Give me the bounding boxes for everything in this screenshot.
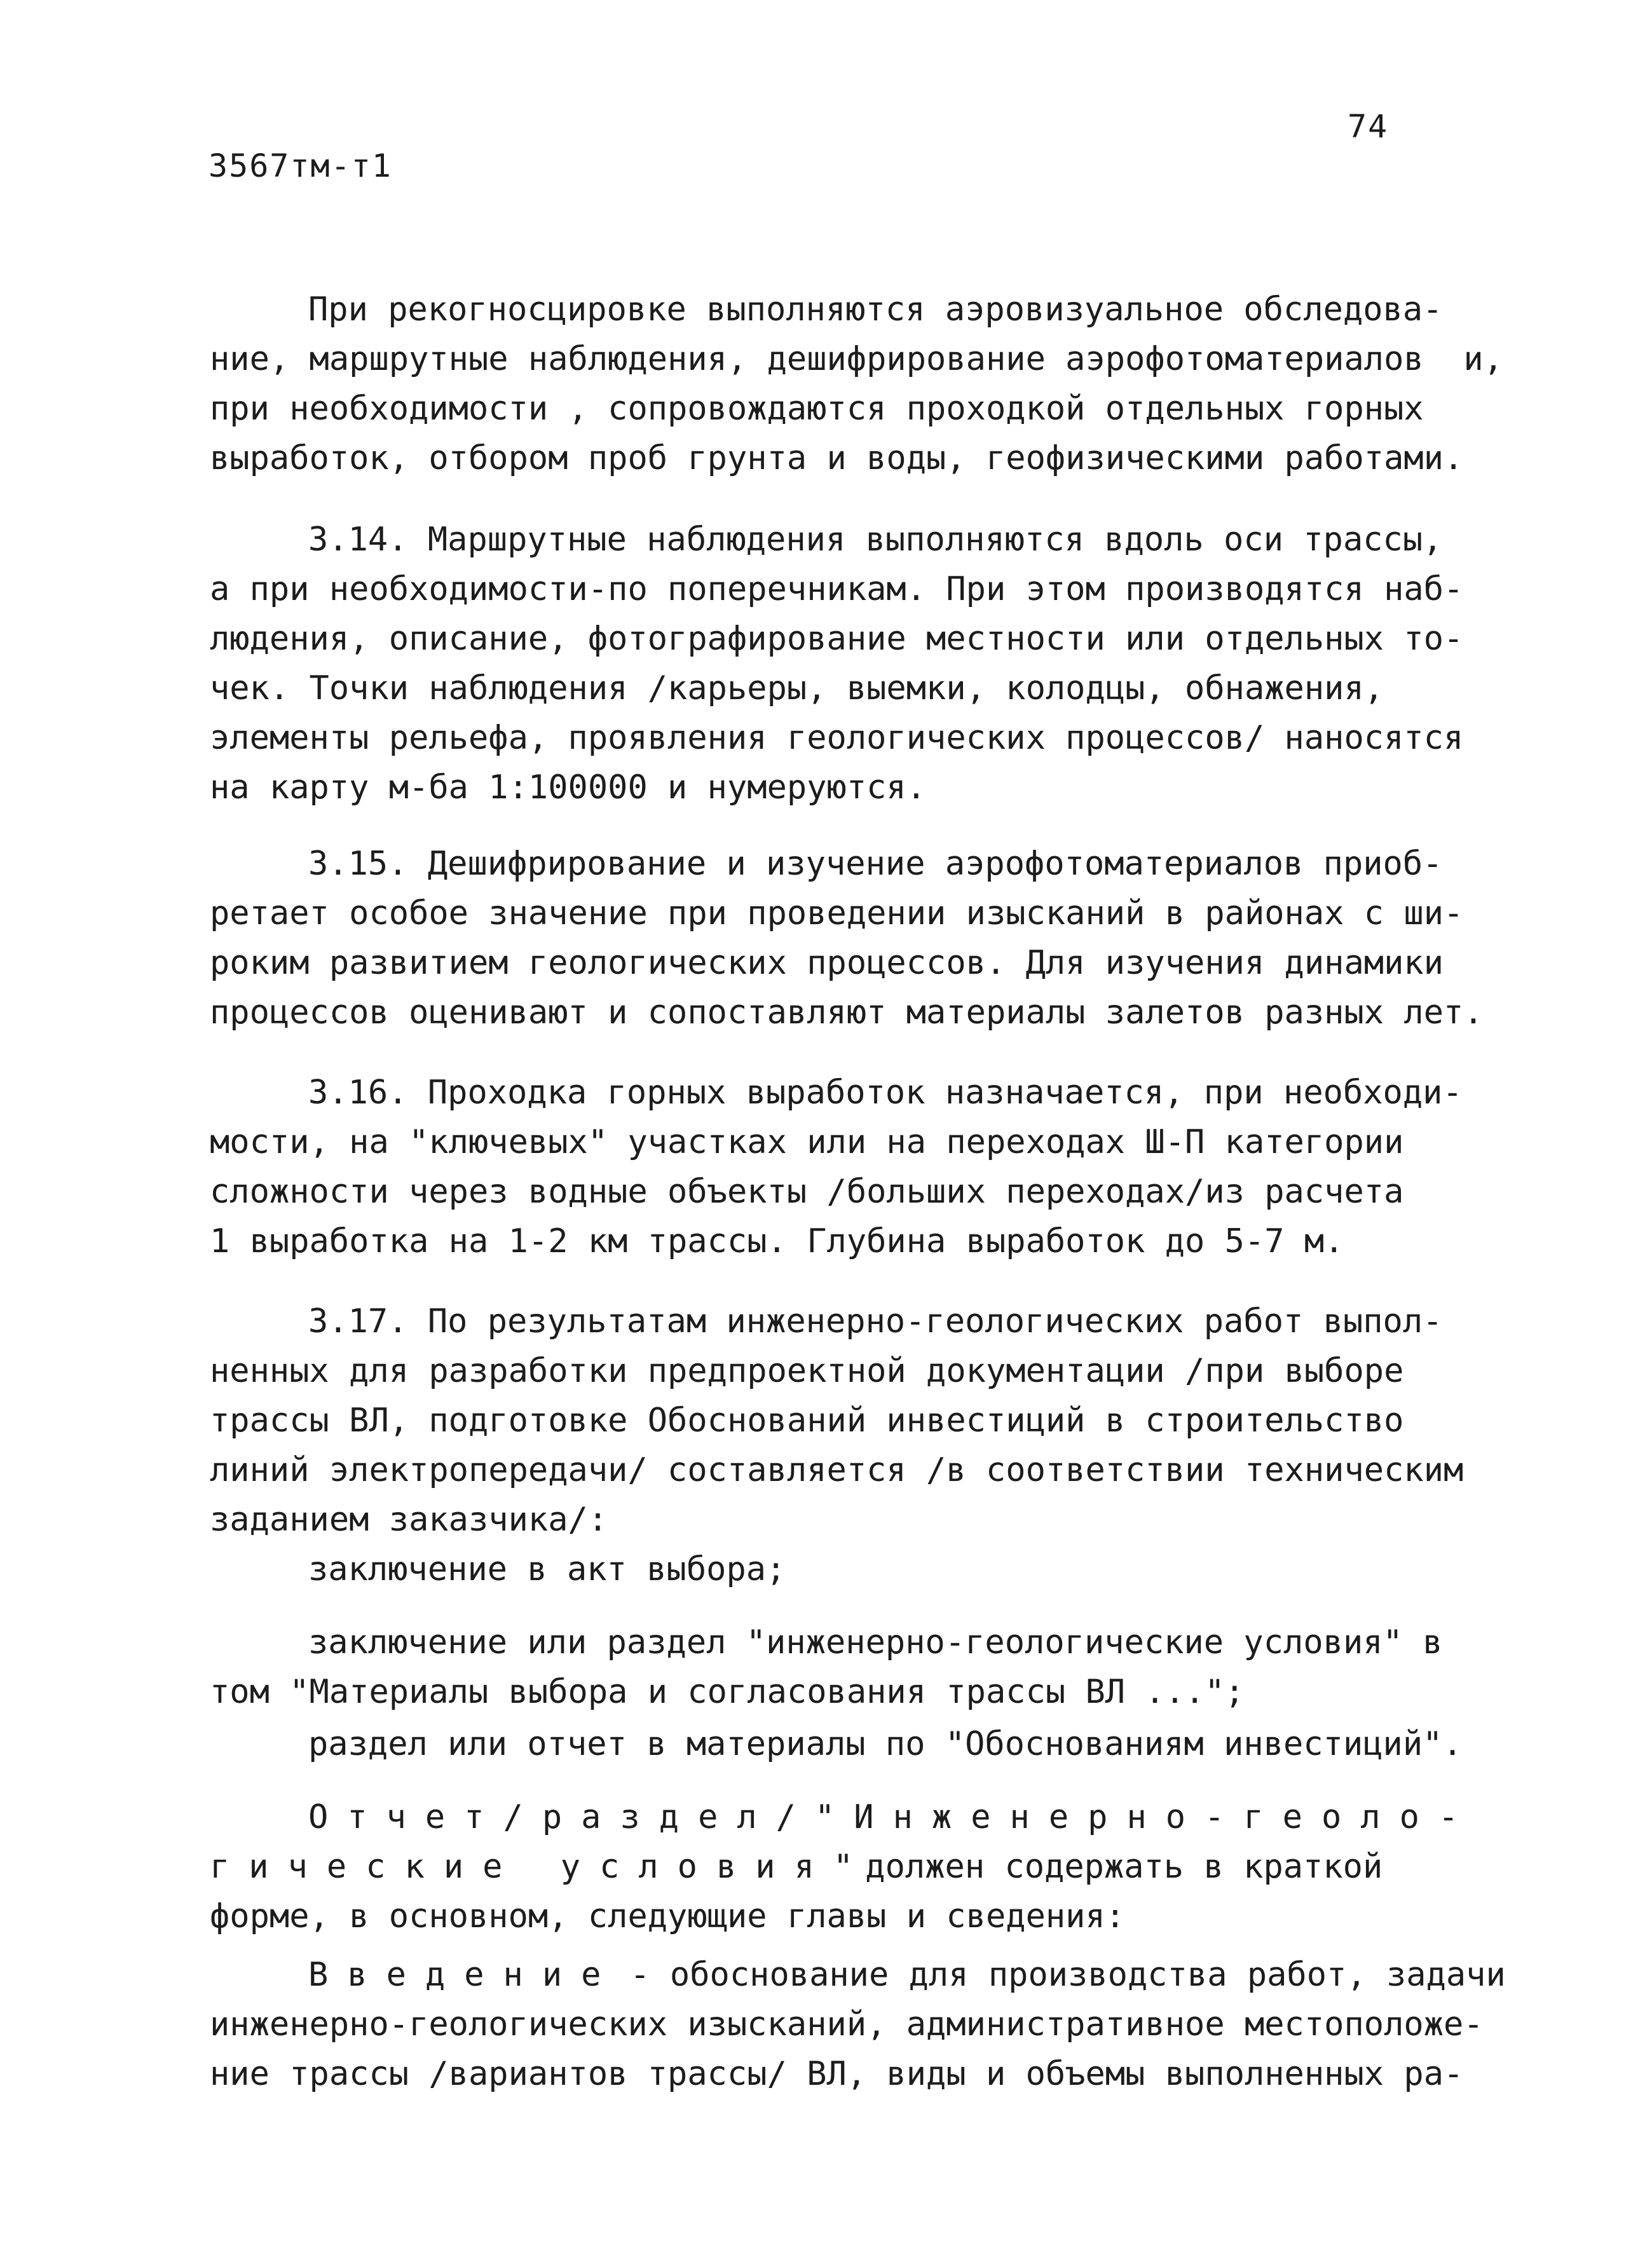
- text-line: роким развитием геологических процессов. Для изучения динамики: [210, 944, 1444, 982]
- text-line: линий электропередачи/ составляется /в соответствии техническим: [210, 1451, 1464, 1489]
- paragraph-introduction: [0, 1950, 1652, 2099]
- text-line: процессов оценивают и сопоставляют материалы залетов разных лет.: [210, 993, 1484, 1032]
- paragraph-3-15: [0, 839, 1652, 1037]
- document-code: 3567тм-т1: [208, 147, 392, 184]
- text-line: а при необходимости-по поперечникам. При этом производятся наб-: [210, 570, 1464, 608]
- paragraph-3-14: [0, 515, 1652, 812]
- text-line: 3.16. Проходка горных выработок назначается, при необходи-: [308, 1074, 1463, 1112]
- text-line: инженерно-геологических изысканий, административное местоположе-: [210, 2005, 1484, 2044]
- text-line: на карту м-ба 1:100000 и нумеруются.: [210, 768, 927, 807]
- text-line: при необходимости , сопровождаются проходкой отдельных горных: [210, 390, 1424, 428]
- text-line: должен содержать в краткой: [845, 1848, 1383, 1886]
- text-line: сложности через водные объекты /больших переходах/из расчета: [210, 1173, 1404, 1211]
- list-item: [0, 1618, 1652, 1717]
- list-item: [0, 1719, 1652, 1769]
- text-line: 3.14. Маршрутные наблюдения выполняются вдоль оси трассы,: [308, 521, 1443, 559]
- paragraph-report-title: [0, 1792, 1652, 1941]
- spaced-heading: гические условия": [210, 1848, 873, 1886]
- text-line: ненных для разработки предпроектной документации /при выборе: [210, 1352, 1404, 1390]
- spaced-heading: Отчет/раздел/"Инженерно-геоло-: [308, 1798, 1478, 1836]
- text-line: элементы рельефа, проявления геологических процессов/ наносятся: [210, 719, 1464, 757]
- paragraph-3-16: [0, 1068, 1652, 1266]
- text-line: форме, в основном, следующие главы и сведения:: [210, 1897, 1126, 1935]
- text-line: том "Материалы выбора и согласования трассы ВЛ ...";: [210, 1673, 1245, 1711]
- text-line: 3.17. По результатам инженерно-геологических работ выпол-: [308, 1302, 1443, 1341]
- text-line: 1 выработка на 1-2 км трассы. Глубина выработок до 5-7 м.: [210, 1222, 1344, 1260]
- text-line: людения, описание, фотографирование местности или отдельных то-: [210, 620, 1464, 658]
- text-line: 3.15. Дешифрирование и изучение аэрофотоматериалов приоб-: [308, 845, 1443, 883]
- text-line: заключение в акт выбора;: [308, 1550, 786, 1588]
- text-line: выработок, отбором проб грунта и воды, геофизическими работами.: [210, 439, 1464, 477]
- text-line: ретает особое значение при проведении изысканий в районах с ши-: [210, 894, 1464, 932]
- text-line: ние трассы /вариантов трассы/ ВЛ, виды и объемы выполненных ра-: [210, 2055, 1464, 2093]
- text-line: чек. Точки наблюдения /карьеры, выемки, колодцы, обнажения,: [210, 669, 1384, 707]
- text-line: ние, маршрутные наблюдения, дешифрирование аэрофотоматериалов и,: [210, 340, 1503, 378]
- list-item: [0, 1545, 1652, 1594]
- text-line: мости, на "ключевых" участках или на переходах Ш-П категории: [210, 1123, 1404, 1161]
- text-line: заданием заказчика/:: [210, 1501, 608, 1539]
- text-line: трассы ВЛ, подготовке Обоснований инвестиций в строительство: [210, 1402, 1404, 1440]
- text-line: При рекогносцировке выполняются аэровизуальное обследова-: [308, 290, 1443, 329]
- page-number: 74: [1348, 108, 1389, 145]
- spaced-heading: Введение: [308, 1956, 620, 1994]
- text-line: - обоснование для производства работ, задачи: [610, 1956, 1506, 1994]
- paragraph-intro: [0, 285, 1652, 483]
- paragraph-3-17: [0, 1297, 1652, 1545]
- text-line: заключение или раздел "инженерно-геологические условия" в: [308, 1623, 1443, 1662]
- text-line: раздел или отчет в материалы по "Обоснованиям инвестиций".: [308, 1725, 1463, 1763]
